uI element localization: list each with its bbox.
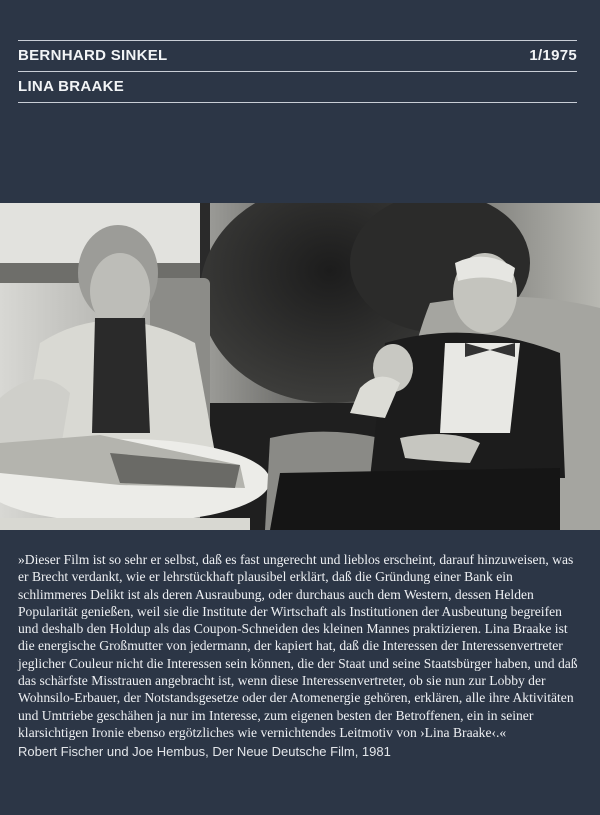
edition-number: 1/1975 [529, 47, 577, 64]
film-title: LINA BRAAKE [18, 78, 125, 95]
review-quote: »Dieser Film ist so sehr er selbst, daß es fast ungerecht und lieblos erscheint, darauf hinzuweisen, was er Brecht verdankt, wie er lehrstückhaft plausibel erklärt, daß die Gründung einer Bank ein schlimmeres Delikt ist als deren Ausraubung, oder durchaus auch dem Western, dessen Helden Popularität genießen, weil sie die Institute der Wirtschaft als Institutionen der Ausbeutung begreifen und deshalb den Holdup als das Coupon-Schneiden des kleinen Mannes praktizieren. Lina Braake ist die energische Großmutter von jedermann, der kapiert hat, daß die Interessen der Interessenvertreter jeglicher Couleur nicht die Interessen sein können, die der Staat und seine Staatsbürger haben, und daß das schärfste Misstrauen angebracht ist, wenn diese Interessenvertreter, ob sie nun zur Lobby der Wohnsilo-Erbauer, der Notstandsgesetze oder der Atomenergie gehören, erklären, alle ihre Aktivitäten und Umtriebe geschähen ja nur im Interesse, zum eigenen besten der Betroffenen, ein in seiner klarsichtigen Ironie ebenso ergötzliches wie vernichtendes Leitmotiv von ›Lina Braake‹.« [18, 552, 578, 740]
middle-rule [18, 71, 577, 72]
bottom-rule [18, 102, 577, 103]
top-rule [18, 40, 577, 41]
quote-credit: Robert Fischer und Joe Hembus, Der Neue Deutsche Film, 1981 [18, 744, 391, 759]
film-still-photo [0, 203, 600, 530]
director-name: BERNHARD SINKEL [18, 47, 168, 64]
